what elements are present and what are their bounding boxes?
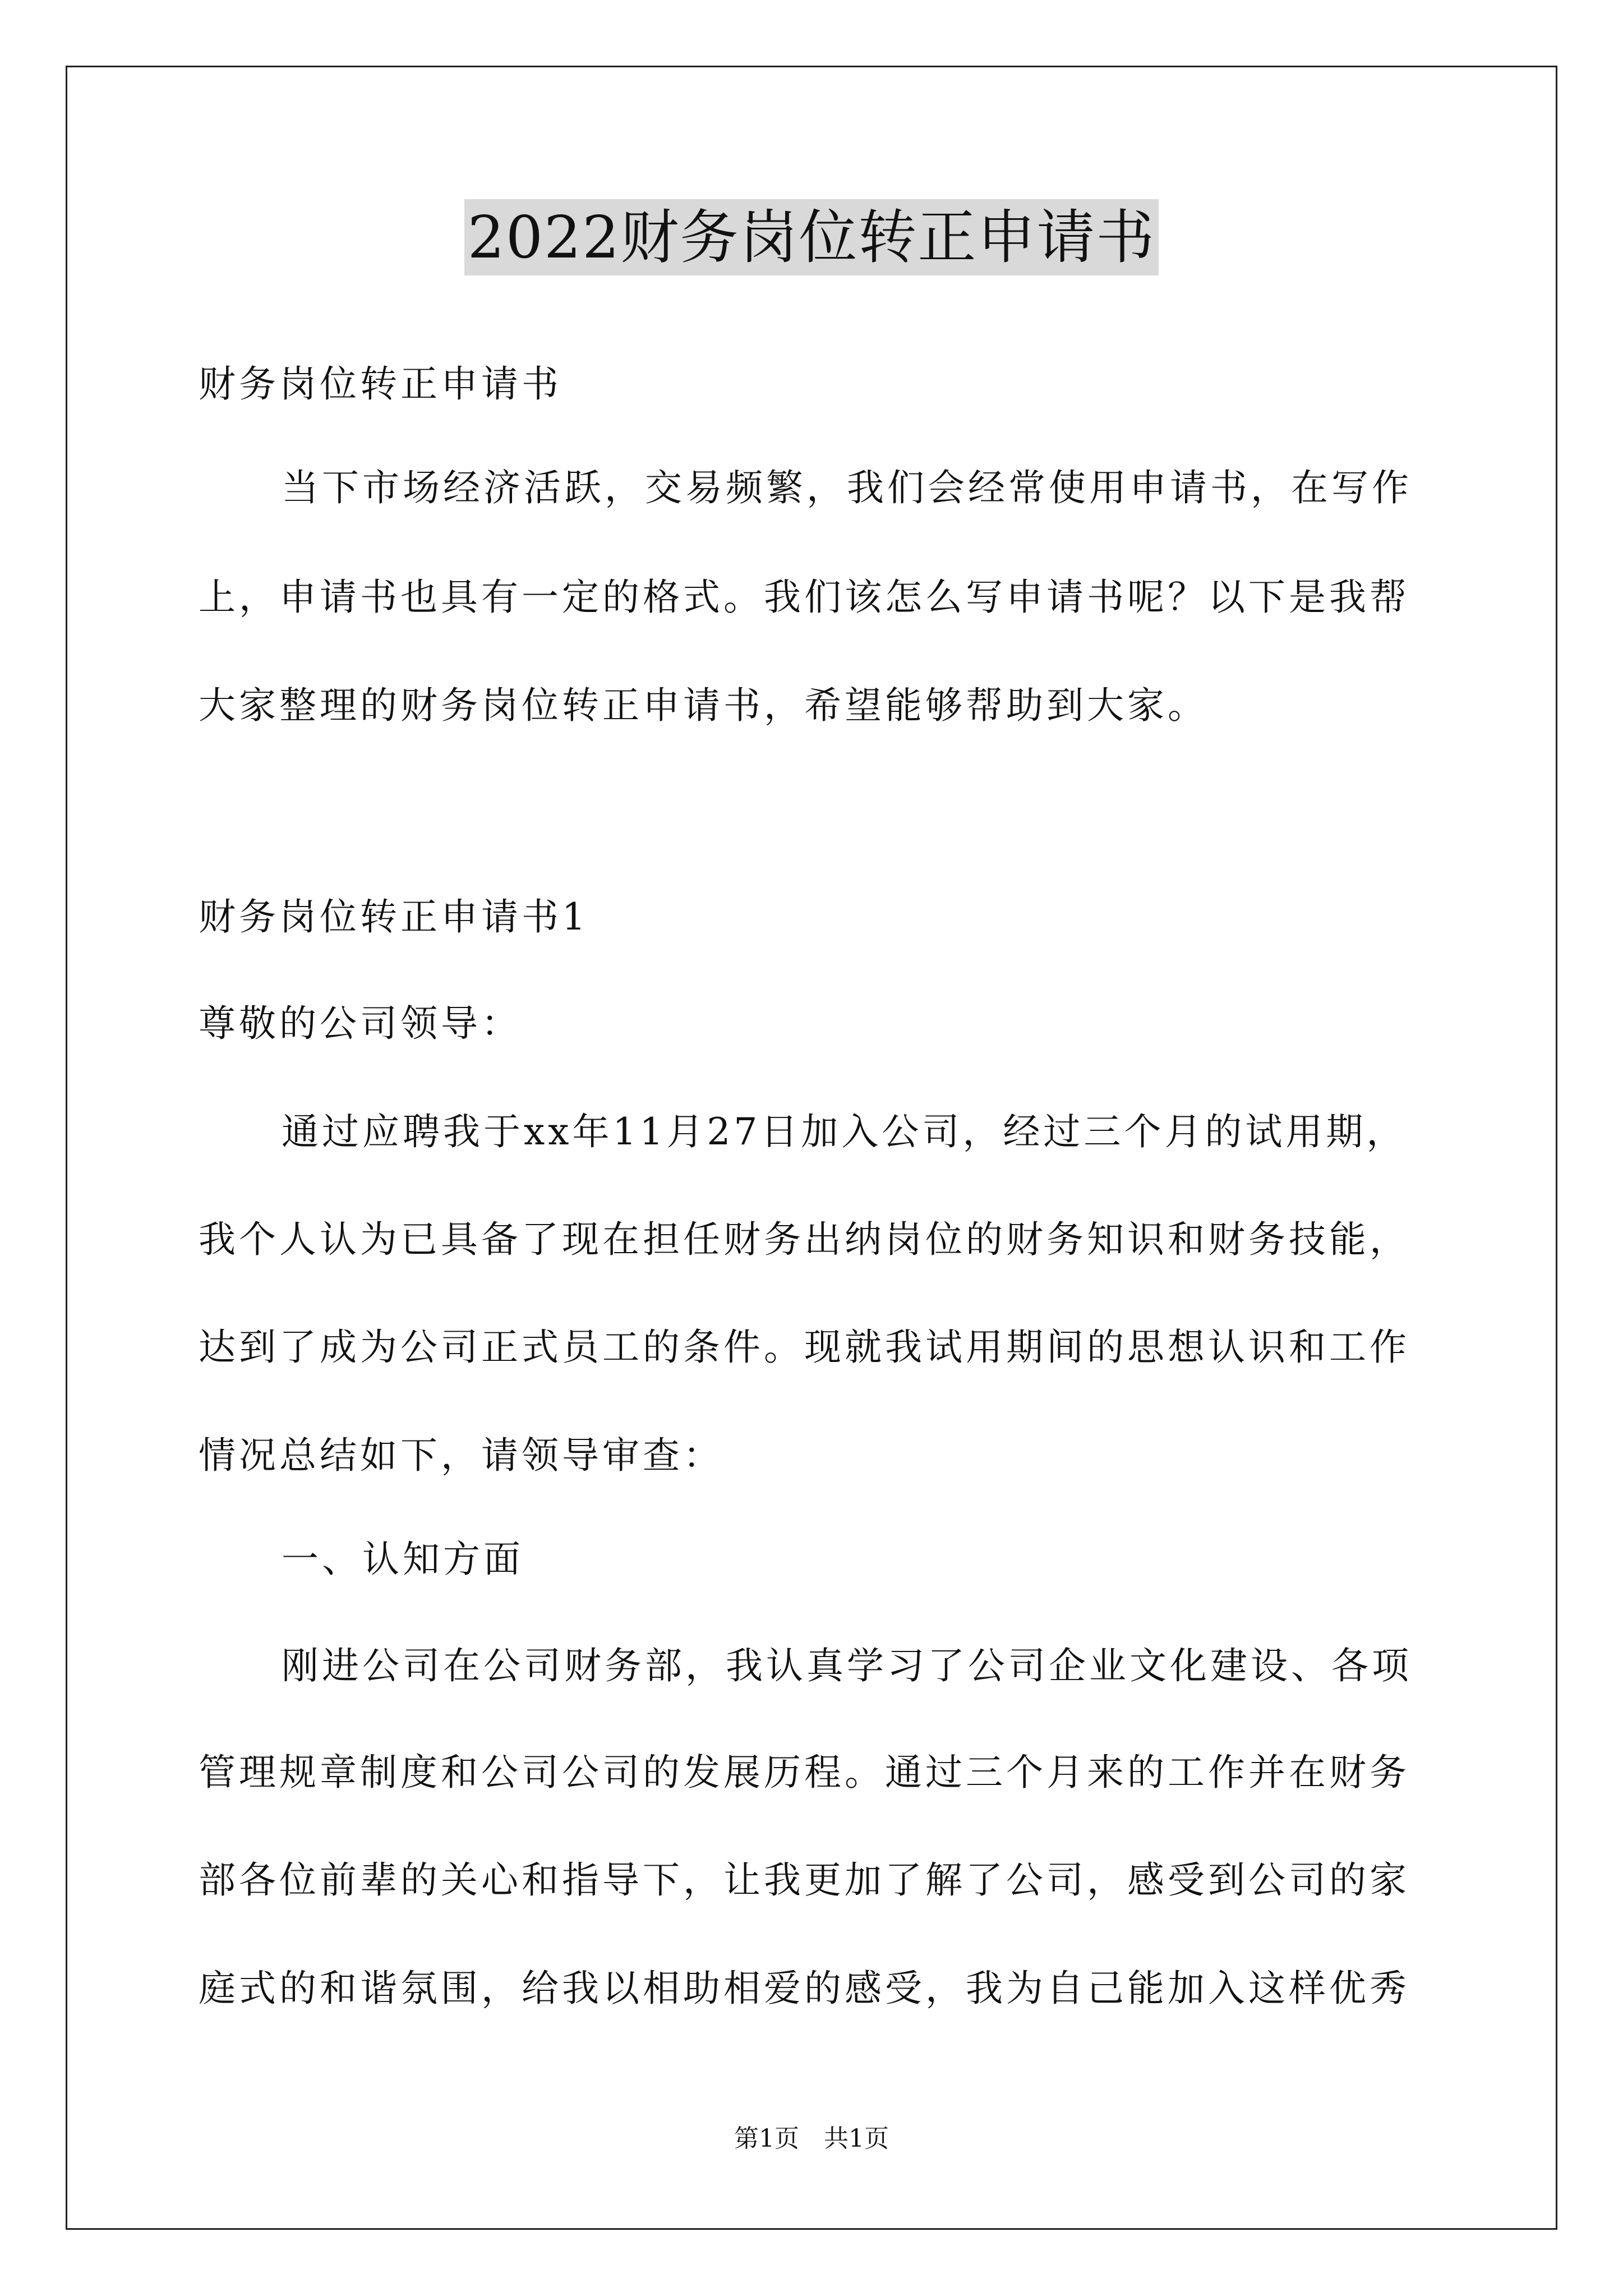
paragraph-line: 我个人认为已具备了现在担任财务出纳岗位的财务知识和财务技能， bbox=[199, 1218, 1410, 1261]
document-title: 2022财务岗位转正申请书 bbox=[464, 199, 1159, 275]
paragraph-line: 大家整理的财务岗位转正申请书，希望能够帮助到大家。 bbox=[199, 684, 1208, 727]
subtitle-line: 财务岗位转正申请书 bbox=[199, 362, 562, 406]
section-heading: 财务岗位转正申请书1 bbox=[199, 895, 589, 938]
paragraph-line: 情况总结如下，请领导审查： bbox=[199, 1434, 723, 1477]
paragraph-line: 达到了成为公司正式员工的条件。现就我试用期间的思想认识和工作 bbox=[199, 1326, 1410, 1369]
paragraph-line: 部各位前辈的关心和指导下，让我更加了解了公司，感受到公司的家 bbox=[199, 1858, 1410, 1902]
paragraph-line: 当下市场经济活跃，交易频繁，我们会经常使用申请书，在写作 bbox=[282, 466, 1412, 509]
title-container bbox=[0, 199, 1623, 275]
page-footer: 第1页 共1页 bbox=[734, 2124, 889, 2153]
paragraph-line: 刚进公司在公司财务部，我认真学习了公司企业文化建设、各项 bbox=[282, 1644, 1412, 1687]
paragraph-line: 通过应聘我于xx年11月27日加入公司，经过三个月的试用期， bbox=[282, 1110, 1407, 1153]
salutation-line: 尊敬的公司领导： bbox=[199, 1002, 522, 1045]
paragraph-line: 上，申请书也具有一定的格式。我们该怎么写申请书呢？以下是我帮 bbox=[199, 576, 1410, 619]
paragraph-line: 庭式的和谐氛围，给我以相助相爱的感受，我为自己能加入这样优秀 bbox=[199, 1967, 1410, 2010]
subsection-heading: 一、认知方面 bbox=[282, 1538, 524, 1581]
paragraph-line: 管理规章制度和公司公司的发展历程。通过三个月来的工作并在财务 bbox=[199, 1751, 1410, 1794]
